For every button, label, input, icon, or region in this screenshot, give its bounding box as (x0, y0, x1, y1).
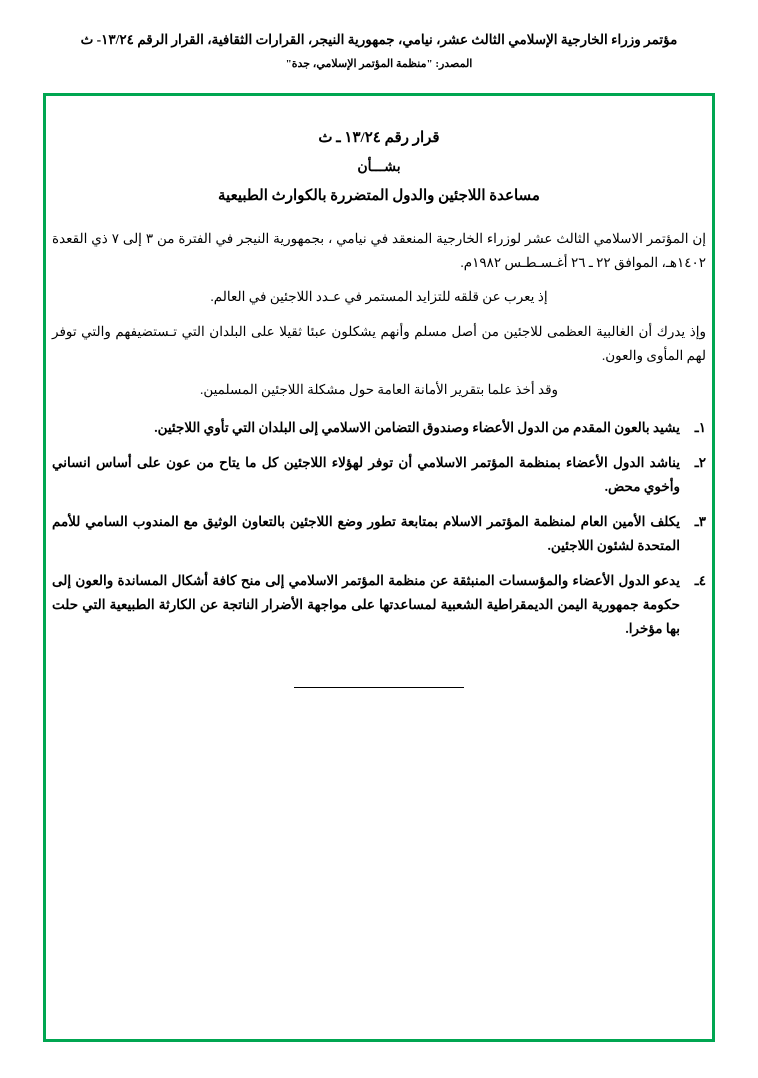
header-citation-line: مؤتمر وزراء الخارجية الإسلامي الثالث عشر، نيامي، جمهورية النيجر، القرارات الثقافية، القرار الرقم ١٣/٢٤- ث (80, 32, 678, 47)
preamble-paragraph: وقد أخذ علما بتقرير الأمانة العامة حول مشكلة اللاجئين المسلمين. (199, 382, 559, 398)
clause-number: ٣ـ (694, 513, 706, 529)
clause-text: يكلف الأمين العام لمنظمة المؤتمر الاسلام بمتابعة تطور وضع اللاجئين بالتعاون الوثيق مع المندوب السامي للأمم المتحدة لشئون اللاجئين. (52, 513, 680, 553)
about-label: بشـــأن (357, 160, 401, 175)
preamble-paragraph: إن المؤتمر الاسلامي الثالث عشر لوزراء الخارجية المنعقد في نيامي ، بجمهورية النيجر في الفترة من ٣ إلى ٧ ذي القعدة ١٤٠٢هـ، الموافق ٢٢ ـ ٢٦ أغـسـطـس ١٩٨٢م. (52, 231, 706, 270)
clause-item (52, 416, 706, 440)
clause-item (52, 451, 706, 499)
clause-item (52, 569, 706, 641)
clause-text: يناشد الدول الأعضاء بمنظمة المؤتمر الاسلامي أن توفر لهؤلاء اللاجئين كل ما يتاح من عون على أساس انساني وأخوي محض. (52, 454, 680, 494)
end-rule-divider (294, 687, 464, 688)
clause-item (52, 510, 706, 558)
preamble-paragraph: وإذ يدرك أن الغالبية العظمى للاجئين من أصل مسلم وأنهم يشكلون عبئا ثقيلا على البلدان التي تـستضيفهم والتي توفر لهم المأوى والعون. (52, 323, 706, 363)
clause-number: ٤ـ (694, 572, 706, 588)
clause-number: ٢ـ (694, 454, 706, 470)
document-title-block (52, 128, 706, 205)
preamble-paragraph: إذ يعرب عن قلقه للتزايد المستمر في عـدد اللاجئين في العالم. (210, 289, 548, 305)
page-header (0, 0, 758, 73)
clause-text: يدعو الدول الأعضاء والمؤسسات المنبثقة عن منظمة المؤتمر الاسلامي إلى منح كافة أشكال المساندة والعون إلى حكومة جمهورية اليمن الديمقراطية الشعبية لمساعدتها على مواجهة الأضرار الناتجة عن الكارثة الطبيعية التي حلت بها مؤخرا. (52, 572, 680, 636)
resolution-clauses (52, 416, 706, 641)
clause-number: ١ـ (694, 419, 706, 435)
resolution-number: قرار رقم ١٣/٢٤ ـ ث (318, 130, 440, 146)
header-source-line: المصدر: "منظمة المؤتمر الإسلامي، جدة" (285, 58, 473, 71)
resolution-subject: مساعدة اللاجئين والدول المتضررة بالكوارث الطبيعية (218, 188, 540, 204)
clause-text: يشيد بالعون المقدم من الدول الأعضاء وصندوق التضامن الاسلامي إلى البلدان التي تأوي اللاجئين. (154, 419, 680, 435)
document-body (0, 128, 758, 688)
